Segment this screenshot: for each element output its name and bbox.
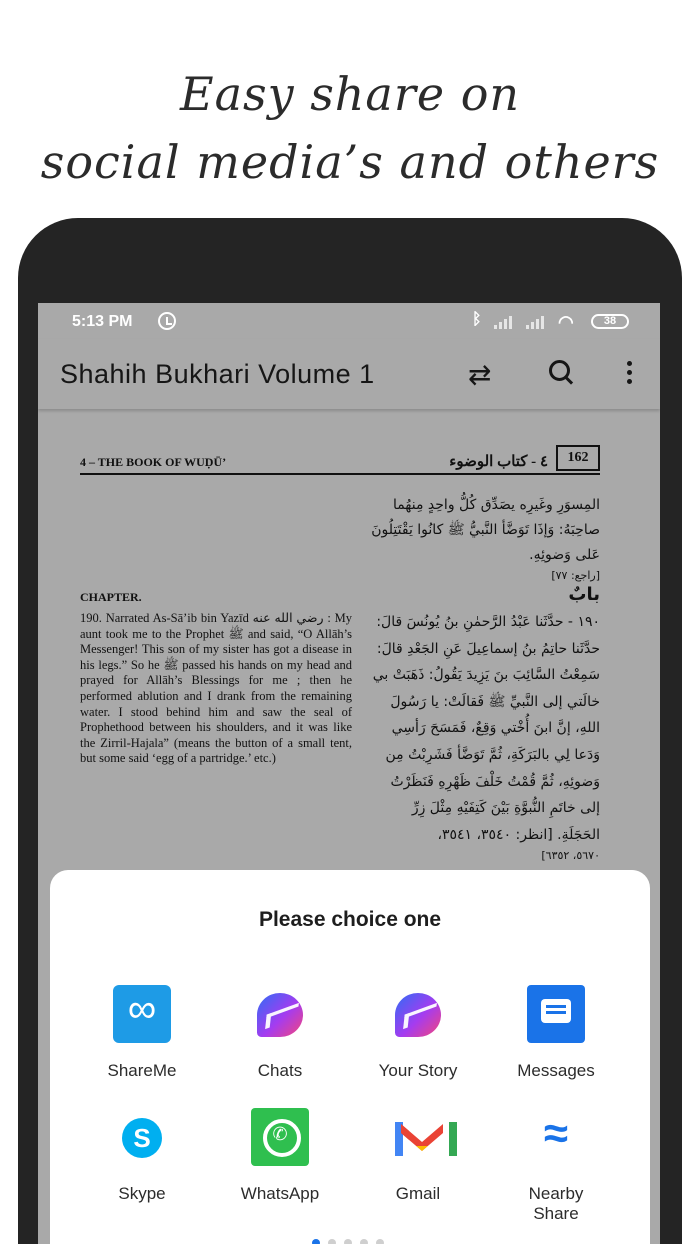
share-sheet-title: Please choice one <box>258 908 442 931</box>
shareme-icon <box>113 985 171 1043</box>
arabic-hadith-text: ١٩٠ - حدَّثَنا عَبْدُ الرَّحمٰنِ بنُ يُونُسَ قالَ: حدَّثَنا حاتِمُ بنُ إسماعِيلَ عَنِ الجَعْدِ قالَ: سَمِعْتُ السَّائِبَ بنَ يَزِيدَ يَقُولُ: ذَهَبَتْ بي خالَتي إلى النَّبيِّ ﷺ فَقالَتْ: يا رَسُولَ اللهِ، إنَّ ابنَ أُخْتي وَقِعٌ، فَمَسَحَ رَأسِي وَدَعا لِي بالبَرَكَةِ، ثُمَّ تَوَضَّأ فَشَرِبْتُ مِن وَضوئِهِ، ثُمَّ قُمْتُ خَلْفَ ظَهْرِهِ فَنَظَرْتُ إلى خاتَمِ النُّبوَّةِ بَيْنَ كَتِفَيْهِ مِثْلَ زِرِّ الحَجَلَةِ. [انظر: ٣٥٤٠، ٣٥٤١، <box>372 614 600 843</box>
page-header <box>80 447 600 475</box>
share-target-label: Skype <box>118 1184 166 1203</box>
share-target-label: Gmail <box>395 1184 441 1203</box>
gmail-icon <box>395 1122 441 1156</box>
share-target-label: WhatsApp <box>240 1184 320 1203</box>
arabic-chapter-heading: بابٌ <box>568 584 600 605</box>
page-dot[interactable] <box>328 1239 336 1244</box>
page-number: 162 <box>556 445 600 471</box>
page-dot[interactable] <box>376 1239 384 1244</box>
english-hadith-text: 190. Narrated As-Sā’ib bin Yazīd رضي الله عنه : My aunt took me to the Prophet ﷺ and said, “O Allāh’s Messenger! This son of my sister has got a disease in his legs.” So he ﷺ passed his hands on my head and prayed for Allāh’s Blessings for me ; then he performed ablution and I drank from the remaining water. I stood behind him and saw the seal of Prophethood between his shoulders, and it was like the Zirril-Hajala” (means the button of a small tent, but some said ‘egg of a partridge.’ etc.) <box>80 611 353 766</box>
share-target-messages[interactable] <box>486 985 626 1081</box>
share-target-label: Messages <box>517 1061 595 1080</box>
status-time: 5:13 PM <box>72 313 133 330</box>
share-sheet <box>50 870 650 1244</box>
share-target-shareme[interactable] <box>72 985 212 1081</box>
wifi-icon: ◠ <box>558 312 574 332</box>
page-dot[interactable] <box>360 1239 368 1244</box>
battery-level: 38 <box>603 315 617 327</box>
share-target-label: ShareMe <box>107 1061 177 1080</box>
promo-line-1: Easy share on <box>179 67 521 121</box>
english-chapter-heading: CHAPTER. <box>80 590 142 604</box>
page-header-arabic: ٤ - كتاب الوضوء <box>449 454 548 470</box>
skype-icon <box>122 1118 162 1158</box>
more-vert-icon[interactable] <box>626 361 634 387</box>
promo-heading <box>0 60 700 196</box>
share-target-chats[interactable] <box>210 985 350 1081</box>
search-icon[interactable] <box>548 359 574 385</box>
messenger-icon <box>395 993 441 1037</box>
share-target-your-story[interactable] <box>348 985 488 1081</box>
signal-icon-2 <box>526 315 548 329</box>
arabic-text-top: المِسوَرِ وغَيرِه يصَدِّق كُلُّ واحِدٍ مِنهُما صاحِبَهُ: وَإذَا تَوَضَّأ النَّبيُّ ﷺ كانُوا يَقْتَتِلُونَ عَلى وَضوئِهِ. <box>371 497 600 563</box>
page-header-english: 4 – THE BOOK OF WUḌŪ’ <box>80 455 227 469</box>
share-target-gmail[interactable] <box>348 1108 488 1204</box>
messenger-icon <box>257 993 303 1037</box>
alarm-icon <box>158 312 176 330</box>
share-target-skype[interactable] <box>72 1108 212 1204</box>
app-bar <box>38 339 660 409</box>
messages-icon <box>527 985 585 1043</box>
page-dot[interactable] <box>344 1239 352 1244</box>
battery-icon <box>591 314 629 329</box>
swap-icon[interactable]: ⇄ <box>468 359 492 390</box>
share-target-label: Nearby Share <box>528 1184 584 1223</box>
nearby-share-icon <box>533 1122 579 1152</box>
page-dot-active[interactable] <box>312 1239 320 1244</box>
share-target-label: Your Story <box>378 1061 458 1080</box>
whatsapp-icon <box>251 1108 309 1166</box>
share-target-nearby-share[interactable] <box>486 1108 626 1224</box>
arabic-reference: [راجع: ٧٧] <box>551 569 600 582</box>
signal-icon <box>494 315 516 329</box>
share-target-whatsapp[interactable] <box>210 1108 350 1204</box>
bluetooth-icon: ᛒ <box>472 311 482 328</box>
promo-line-2: social media’s and others <box>40 135 660 189</box>
status-bar <box>38 303 660 339</box>
arabic-reference-2: ٥٦٧٠، ٦٣٥٢] <box>541 849 600 862</box>
app-title: Shahih Bukhari Volume 1 <box>60 359 375 389</box>
share-target-label: Chats <box>257 1061 303 1080</box>
